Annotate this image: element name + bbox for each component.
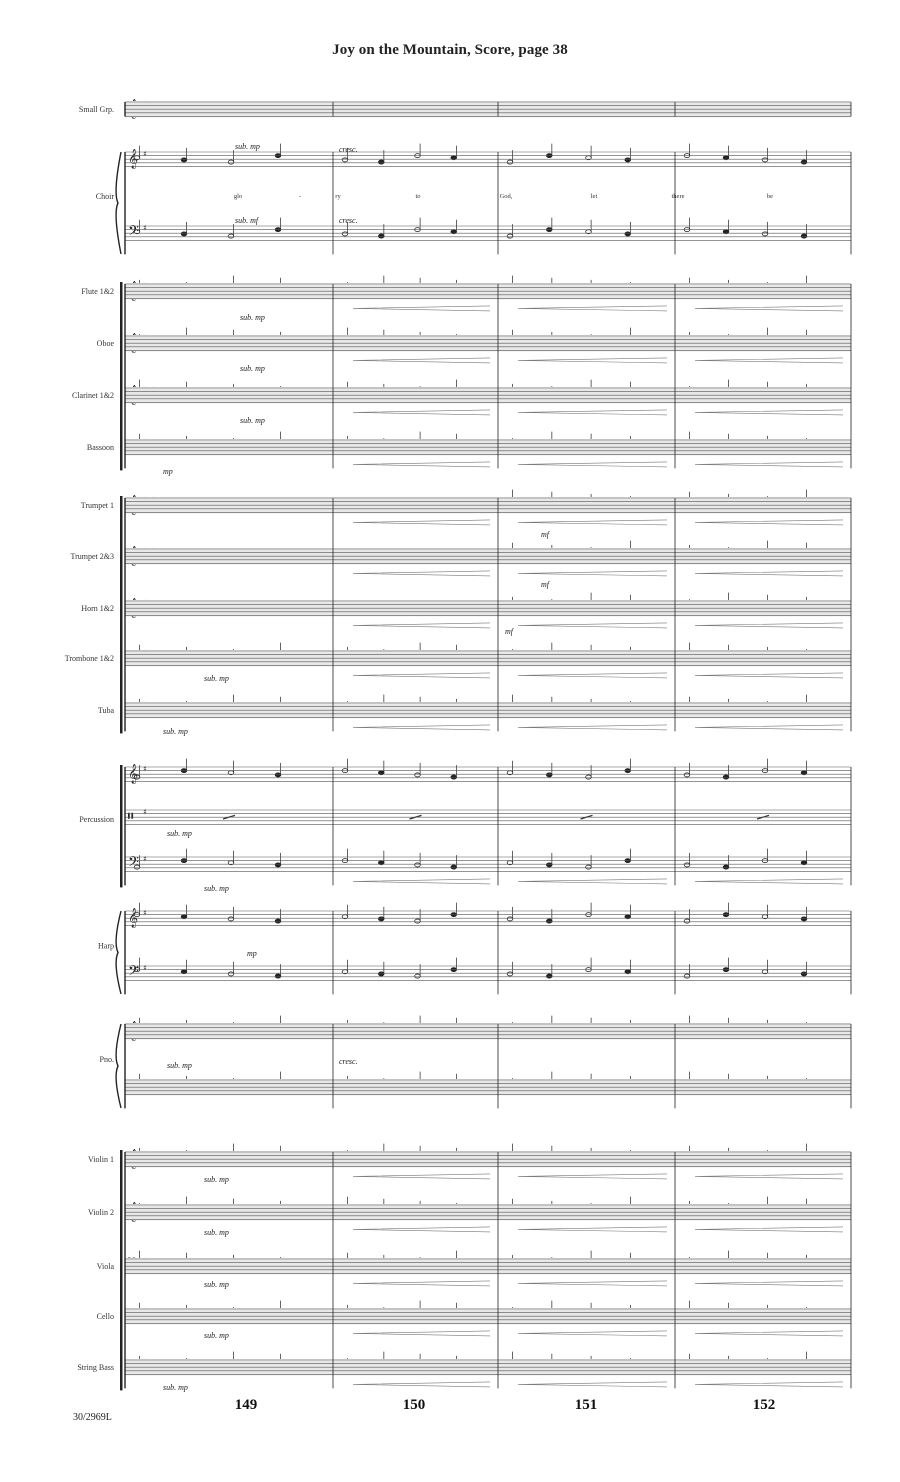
instrument-label-stringbass: String Bass bbox=[77, 1363, 114, 1373]
note-head bbox=[415, 919, 421, 923]
note-head bbox=[228, 160, 234, 164]
crescendo-hairpin bbox=[353, 1227, 490, 1232]
note-head bbox=[684, 974, 690, 978]
note-head bbox=[684, 773, 690, 777]
sharp-icon: ♯ bbox=[143, 854, 147, 864]
note-head bbox=[275, 974, 281, 978]
instrument-label-bassoon: Bassoon bbox=[86, 443, 114, 453]
stringbass-staff-0 bbox=[125, 1359, 851, 1375]
crescendo-hairpin bbox=[518, 306, 667, 311]
note-head bbox=[723, 775, 729, 779]
note-head bbox=[415, 773, 421, 777]
note-head bbox=[378, 917, 384, 921]
crescendo-hairpin bbox=[518, 462, 667, 467]
clarinet-staff-0 bbox=[125, 387, 851, 403]
crescendo-hairpin bbox=[353, 623, 490, 628]
crescendo-hairpin bbox=[518, 358, 667, 363]
lyric-syllable: ry bbox=[335, 193, 341, 200]
instrument-label-trumpet1: Trumpet 1 bbox=[80, 501, 114, 511]
instrument-label-cello: Cello bbox=[96, 1312, 114, 1322]
crescendo-hairpin bbox=[695, 358, 843, 363]
brace-icon bbox=[116, 911, 121, 994]
lyric-syllable: to bbox=[415, 193, 421, 200]
dynamic-marking: sub. mp bbox=[204, 1331, 229, 1340]
note-head bbox=[181, 232, 187, 236]
note-head bbox=[451, 865, 457, 869]
note-head bbox=[507, 160, 513, 164]
note-head bbox=[546, 919, 552, 923]
catalog-number: 30/2969L bbox=[73, 1412, 112, 1423]
note-head bbox=[684, 863, 690, 867]
crescendo-hairpin bbox=[518, 571, 667, 576]
note-head bbox=[723, 865, 729, 869]
note-head bbox=[507, 972, 513, 976]
sharp-icon: ♯ bbox=[143, 908, 147, 918]
note-head bbox=[415, 863, 421, 867]
instrument-label-clarinet: Clarinet 1&2 bbox=[72, 391, 114, 401]
note-head bbox=[546, 863, 552, 867]
note-head bbox=[586, 775, 592, 779]
clef-icon: 𝄞 bbox=[128, 764, 139, 785]
note-head bbox=[507, 234, 513, 238]
note-head bbox=[228, 917, 234, 921]
note-head bbox=[546, 773, 552, 777]
bracket-icon bbox=[120, 282, 123, 470]
clef-icon: 𝄞 bbox=[128, 149, 139, 170]
measure-number-149: 149 bbox=[234, 1397, 258, 1413]
instrument-label-small-grp: Small Grp. bbox=[78, 105, 114, 115]
dynamic-marking: sub. mp bbox=[235, 142, 260, 151]
crescendo-hairpin bbox=[695, 623, 843, 628]
crescendo-hairpin bbox=[518, 1174, 667, 1179]
brace-icon bbox=[116, 1024, 121, 1108]
crescendo-hairpin bbox=[353, 358, 490, 363]
instrument-label-horn: Horn 1&2 bbox=[81, 604, 114, 614]
sharp-icon: ♯ bbox=[143, 764, 147, 774]
instrument-label-trumpet23: Trumpet 2&3 bbox=[70, 552, 114, 562]
note-head bbox=[586, 865, 592, 869]
lyric-syllable: there bbox=[671, 193, 685, 200]
instrument-label-piano: Pno. bbox=[99, 1055, 114, 1065]
sharp-icon: ♯ bbox=[143, 963, 147, 973]
note-head bbox=[801, 234, 807, 238]
crescendo-hairpin bbox=[353, 462, 490, 467]
crescendo-hairpin bbox=[353, 410, 490, 415]
dynamic-marking: sub. mp bbox=[204, 1175, 229, 1184]
crescendo-hairpin bbox=[518, 1382, 667, 1387]
crescendo-hairpin bbox=[353, 1331, 490, 1336]
dynamic-marking: sub. mp bbox=[204, 1228, 229, 1237]
instrument-label-flute: Flute 1&2 bbox=[81, 287, 114, 297]
note-head bbox=[684, 919, 690, 923]
crescendo-hairpin bbox=[695, 725, 843, 730]
note-head bbox=[546, 974, 552, 978]
note-head bbox=[275, 773, 281, 777]
page-title: Joy on the Mountain, Score, page 38 bbox=[332, 42, 568, 58]
dynamic-marking: sub. mp bbox=[240, 313, 265, 322]
dynamic-marking: mp bbox=[247, 949, 257, 958]
crescendo-hairpin bbox=[518, 673, 667, 678]
crescendo-hairpin bbox=[518, 410, 667, 415]
crescendo-hairpin bbox=[353, 879, 490, 884]
note-head bbox=[451, 775, 457, 779]
lyric-syllable: be bbox=[766, 193, 774, 200]
instrument-percussion bbox=[79, 759, 843, 884]
bassoon-staff-0 bbox=[125, 439, 851, 455]
note-head bbox=[801, 917, 807, 921]
crescendo-hairpin bbox=[695, 1174, 843, 1179]
bracket-icon bbox=[120, 1150, 123, 1390]
note-head bbox=[378, 160, 384, 164]
trumpet23-staff-0 bbox=[125, 548, 851, 564]
cello-staff-0 bbox=[125, 1308, 851, 1324]
dynamic-marking: sub. mp bbox=[240, 416, 265, 425]
bracket-icon bbox=[120, 765, 123, 887]
measure-number-152: 152 bbox=[752, 1397, 776, 1413]
crescendo-hairpin bbox=[353, 1174, 490, 1179]
tuba-staff-0 bbox=[125, 702, 851, 718]
note-head bbox=[415, 974, 421, 978]
crescendo-hairpin bbox=[695, 410, 843, 415]
crescendo-hairpin bbox=[695, 1227, 843, 1232]
crescendo-hairpin bbox=[695, 1382, 843, 1387]
lyric-syllable: let bbox=[590, 193, 598, 200]
crescendo-hairpin bbox=[518, 1227, 667, 1232]
note-head bbox=[625, 232, 631, 236]
crescendo-hairpin bbox=[695, 571, 843, 576]
note-head bbox=[275, 919, 281, 923]
instrument-label-trombone: Trombone 1&2 bbox=[64, 654, 114, 664]
note-head bbox=[801, 972, 807, 976]
bracket-icon bbox=[120, 496, 123, 733]
dynamic-marking: sub. mp bbox=[204, 884, 229, 893]
sharp-icon: ♯ bbox=[143, 223, 147, 233]
instrument-label-violin2: Violin 2 bbox=[88, 1208, 114, 1218]
clef-icon: 𝄢 bbox=[128, 854, 139, 875]
lyric-syllable: glo bbox=[233, 193, 243, 200]
crescendo-hairpin bbox=[353, 1281, 490, 1286]
crescendo-hairpin bbox=[353, 571, 490, 576]
measure-number-150: 150 bbox=[402, 1397, 426, 1413]
note-head bbox=[342, 232, 348, 236]
trombone-staff-0 bbox=[125, 650, 851, 666]
crescendo-hairpin bbox=[518, 520, 667, 525]
dynamic-marking: sub. mp bbox=[204, 674, 229, 683]
dynamic-marking: sub. mp bbox=[163, 1383, 188, 1392]
dynamic-marking: sub. mp bbox=[240, 364, 265, 373]
dynamic-marking: sub. mp bbox=[167, 829, 192, 838]
dynamic-marking: sub. mp bbox=[163, 727, 188, 736]
dynamic-marking: sub. mp bbox=[204, 1280, 229, 1289]
note-head bbox=[801, 160, 807, 164]
dynamic-marking: mp bbox=[163, 467, 173, 476]
violin1-staff-0 bbox=[125, 1151, 851, 1167]
note-head bbox=[762, 158, 768, 162]
cresc-marking: cresc. bbox=[339, 1057, 358, 1066]
crescendo-hairpin bbox=[695, 306, 843, 311]
instrument-label-percussion: Percussion bbox=[79, 815, 114, 825]
crescendo-hairpin bbox=[518, 725, 667, 730]
note-head bbox=[228, 972, 234, 976]
note-head bbox=[228, 234, 234, 238]
crescendo-hairpin bbox=[353, 673, 490, 678]
crescendo-hairpin bbox=[353, 306, 490, 311]
brace-icon bbox=[116, 152, 121, 254]
flute-staff-0 bbox=[125, 283, 851, 299]
clef-icon: 𝄢 bbox=[128, 223, 139, 244]
lyric-syllable: - bbox=[298, 193, 302, 200]
crescendo-hairpin bbox=[518, 1331, 667, 1336]
note-head bbox=[275, 863, 281, 867]
note-head bbox=[378, 972, 384, 976]
crescendo-hairpin bbox=[518, 1281, 667, 1286]
instrument-label-choir: Choir bbox=[95, 192, 114, 202]
note-head bbox=[507, 917, 513, 921]
violin2-staff-0 bbox=[125, 1204, 851, 1220]
note-head bbox=[378, 234, 384, 238]
oboe-staff-0 bbox=[125, 335, 851, 351]
crescendo-hairpin bbox=[353, 520, 490, 525]
instrument-label-violin1: Violin 1 bbox=[88, 1155, 114, 1165]
cresc-marking: cresc. bbox=[339, 145, 358, 154]
note-head bbox=[181, 158, 187, 162]
dynamic-marking: mf bbox=[541, 530, 549, 539]
piano-staff-0 bbox=[125, 1023, 851, 1039]
crescendo-hairpin bbox=[695, 673, 843, 678]
note-head bbox=[762, 232, 768, 236]
crescendo-hairpin bbox=[695, 879, 843, 884]
clef-icon: 𝄞 bbox=[128, 908, 139, 929]
crescendo-hairpin bbox=[353, 725, 490, 730]
dynamic-marking: sub. mf bbox=[235, 216, 259, 225]
crescendo-hairpin bbox=[695, 1281, 843, 1286]
lyric-syllable: God, bbox=[499, 193, 513, 200]
note-head bbox=[342, 158, 348, 162]
measure-number-151: 151 bbox=[574, 1397, 598, 1413]
crescendo-hairpin bbox=[695, 462, 843, 467]
small-grp-staff-0 bbox=[125, 101, 851, 117]
crescendo-hairpin bbox=[518, 623, 667, 628]
instrument-label-oboe: Oboe bbox=[96, 339, 114, 349]
dynamic-marking: sub. mp bbox=[167, 1061, 192, 1070]
sharp-icon: ♯ bbox=[143, 149, 147, 159]
sharp-icon: ♯ bbox=[143, 807, 147, 817]
dynamic-marking: mf bbox=[505, 627, 513, 636]
crescendo-hairpin bbox=[695, 520, 843, 525]
instrument-label-tuba: Tuba bbox=[97, 706, 114, 716]
cresc-marking: cresc. bbox=[339, 216, 358, 225]
percussion-staff-1 bbox=[125, 807, 851, 824]
clef-icon: 𝄥 bbox=[128, 807, 134, 828]
crescendo-hairpin bbox=[518, 879, 667, 884]
note-head bbox=[625, 158, 631, 162]
clef-icon: 𝄢 bbox=[128, 963, 139, 984]
instrument-choir bbox=[96, 144, 807, 244]
instrument-label-viola: Viola bbox=[96, 1262, 114, 1272]
piano-staff-1 bbox=[125, 1079, 851, 1095]
instrument-label-harp: Harp bbox=[98, 941, 114, 951]
horn-staff-0 bbox=[125, 600, 851, 616]
crescendo-hairpin bbox=[695, 1331, 843, 1336]
trumpet1-staff-0 bbox=[125, 497, 851, 513]
dynamic-marking: mf bbox=[541, 580, 549, 589]
crescendo-hairpin bbox=[353, 1382, 490, 1387]
viola-staff-0 bbox=[125, 1258, 851, 1274]
